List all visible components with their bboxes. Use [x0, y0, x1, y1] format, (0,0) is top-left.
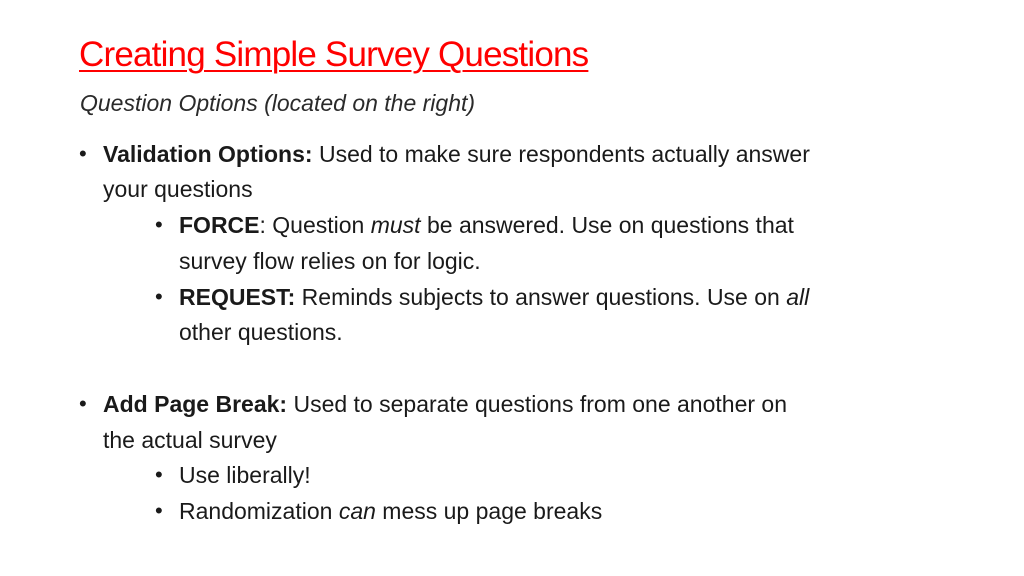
page-break-label: Add Page Break:: [103, 391, 288, 417]
request-line-2: other questions.: [179, 319, 343, 345]
validation-text-1: Used to make sure respondents actually answer: [312, 141, 810, 167]
randomization-post: mess up page breaks: [375, 498, 603, 524]
bullet-force: •: [155, 212, 163, 237]
force-pre: : Question: [259, 212, 371, 238]
randomization-pre: Randomization: [179, 498, 339, 524]
bullet-randomization: •: [155, 498, 163, 523]
validation-line-2: your questions: [103, 176, 253, 202]
page-break-line-2: the actual survey: [103, 427, 277, 453]
bullet-use-liberally: •: [155, 462, 163, 487]
force-line-2: survey flow relies on for logic.: [179, 248, 481, 274]
slide-title: Creating Simple Survey Questions: [79, 35, 589, 74]
bullet-page-break: •: [79, 391, 87, 416]
use-liberally-line: Use liberally!: [179, 462, 311, 488]
request-emph: all: [786, 284, 810, 310]
randomization-line: [179, 496, 602, 526]
page-break-line-1: [103, 389, 787, 419]
bullet-request: •: [155, 284, 163, 309]
request-label: REQUEST:: [179, 284, 296, 310]
bullet-validation: •: [79, 141, 87, 166]
force-line-1: [179, 210, 794, 240]
validation-line-1: [103, 139, 810, 169]
force-post: be answered. Use on questions that: [420, 212, 794, 238]
randomization-emph: can: [338, 498, 376, 524]
slide-subtitle: Question Options (located on the right): [80, 90, 476, 116]
force-label: FORCE: [179, 212, 260, 238]
page-break-text-1: Used to separate questions from one another on: [287, 391, 787, 417]
request-pre: Reminds subjects to answer questions. Use on: [295, 284, 787, 310]
validation-label: Validation Options:: [103, 141, 313, 167]
request-line-1: [179, 282, 809, 312]
force-emph: must: [370, 212, 421, 238]
